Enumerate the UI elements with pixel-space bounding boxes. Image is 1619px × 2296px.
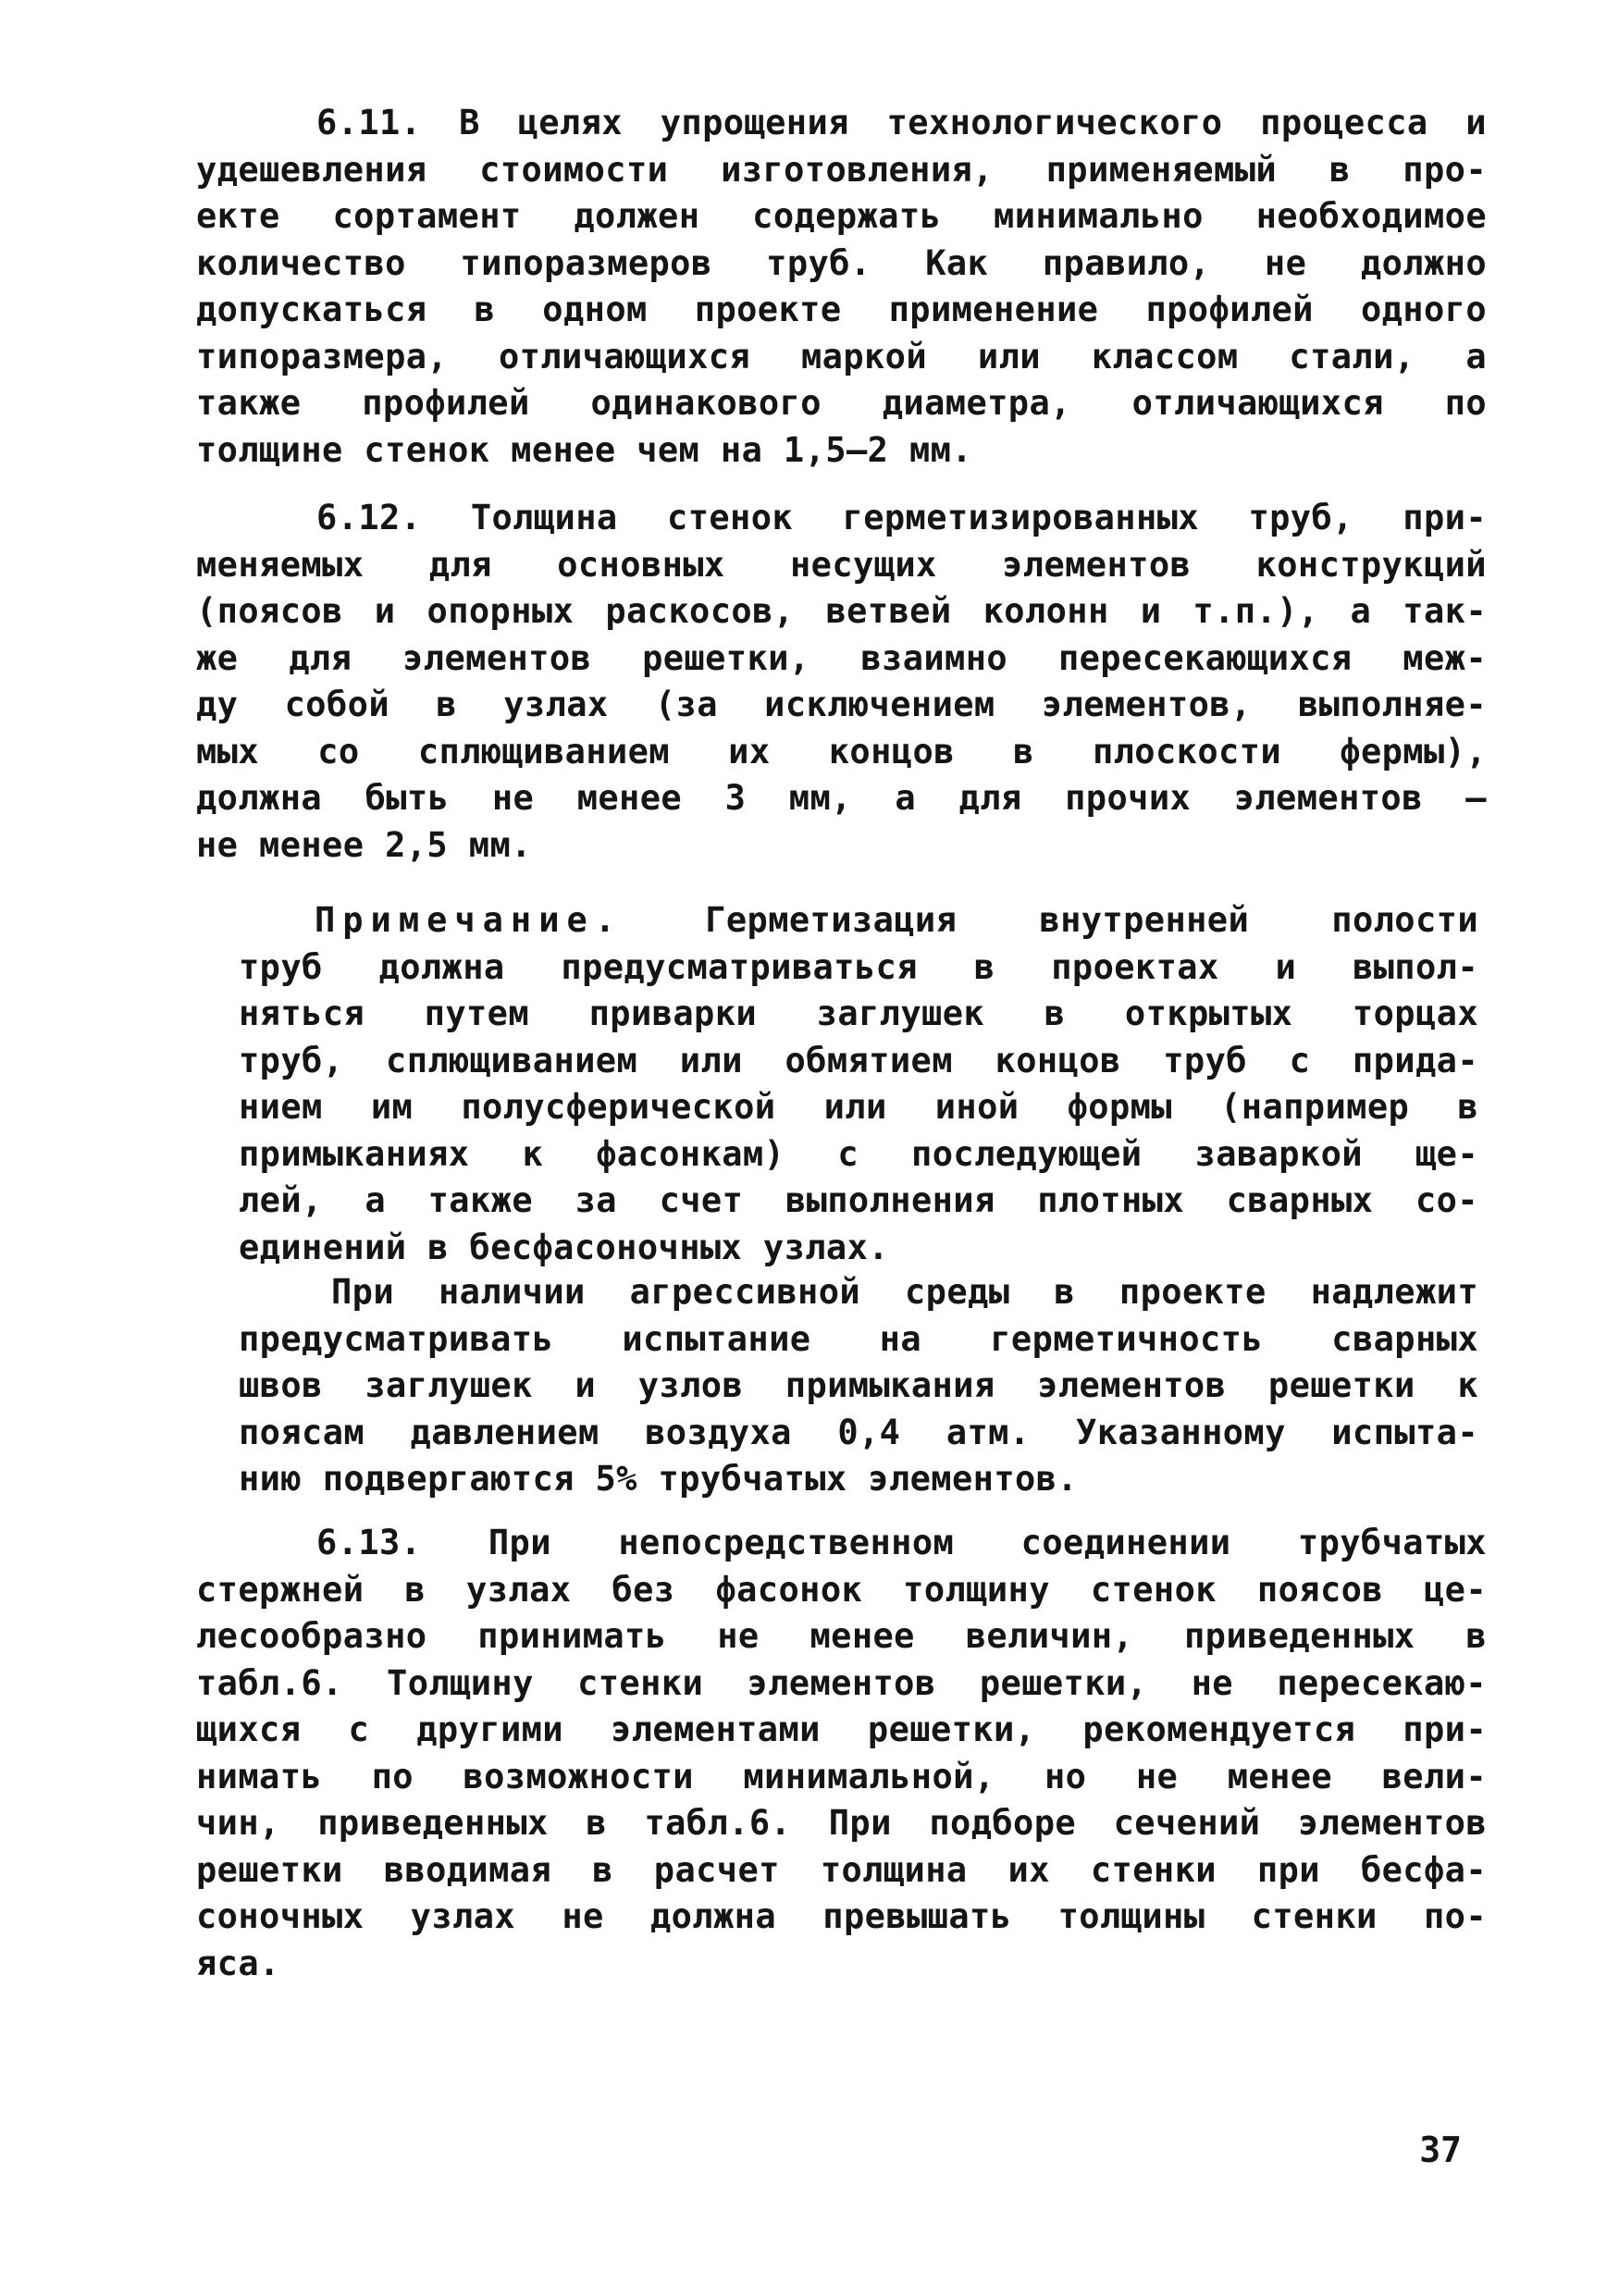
text-line: 6.12. Толщина стенок герметизированных труб, при-: [316, 498, 1487, 537]
text-line: труб, сплющиванием или обмятием концов труб с прида-: [239, 1040, 1478, 1080]
text-line: екте сортамент должен содержать минимально необходимое: [196, 196, 1487, 236]
text-line: стержней в узлах без фасонок толщину стенок поясов це-: [196, 1569, 1487, 1610]
page-number: 37: [1419, 2129, 1462, 2170]
text-line: нимать по возможности минимальной, но не менее вели-: [196, 1756, 1487, 1796]
text-line: лей, а также за счет выполнения плотных сварных со-: [239, 1180, 1478, 1220]
text-line: труб должна предусматриваться в проектах и выпол-: [239, 946, 1478, 987]
text-line: яса.: [196, 1943, 280, 1983]
text-line: няться путем приварки заглушек в открытых торцах: [239, 994, 1478, 1033]
text-line: швов заглушек и узлов примыкания элементов решетки к: [239, 1365, 1478, 1405]
text-line: единений в бесфасоночных узлах.: [239, 1227, 889, 1267]
text-line: 6.11. В целях упрощения технологического процесса и: [316, 103, 1487, 142]
text-line: лесообразно принимать не менее величин, приведенных в: [196, 1616, 1487, 1656]
text-line: меняемых для основных несущих элементов конструкций: [196, 544, 1487, 585]
text-line: должна быть не менее 3 мм, а для прочих элементов –: [196, 778, 1487, 818]
text-line: же для элементов решетки, взаимно пересекающихся меж-: [196, 637, 1487, 678]
text-line: также профилей одинакового диаметра, отличающихся по: [196, 383, 1487, 423]
text-line: удешевления стоимости изготовления, применяемый в про-: [196, 149, 1487, 190]
text-line: ду собой в узлах (за исключением элементов, выполняе-: [196, 685, 1487, 724]
text-line: типоразмера, отличающихся маркой или классом стали, а: [196, 336, 1487, 376]
text-line: табл.6. Толщину стенки элементов решетки, не пересекаю-: [196, 1662, 1487, 1703]
text-line: примыканиях к фасонкам) с последующей заваркой ще-: [239, 1133, 1478, 1174]
note-label: Примечание.: [315, 900, 624, 940]
note-first-line: [239, 897, 1478, 944]
text-line: 6.13. При непосредственном соединении трубчатых: [316, 1523, 1487, 1562]
note-continuation: [239, 1269, 1478, 1503]
paragraph-6-11: [196, 100, 1487, 474]
text-line: соночных узлах не должна превышать толщины стенки по-: [196, 1896, 1487, 1936]
text-line: решетки вводимая в расчет толщина их стенки при бесфа-: [196, 1849, 1487, 1890]
text-line: не менее 2,5 мм.: [196, 824, 532, 865]
paragraph-6-13: [196, 1520, 1487, 1987]
text-line: предусматривать испытание на герметичность сварных: [239, 1318, 1478, 1359]
text-line: нию подвергаются 5% трубчатых элементов.: [239, 1459, 1079, 1499]
text-line: допускаться в одном проекте применение профилей одного: [196, 290, 1487, 329]
note-block: [239, 897, 1478, 1271]
note-first-line-text: Герметизация внутренней полости: [705, 900, 1478, 940]
text-line: При наличии агрессивной среды в проекте надлежит: [331, 1272, 1478, 1312]
text-line: поясам давлением воздуха 0,4 атм. Указанному испыта-: [239, 1412, 1478, 1452]
paragraph-6-12: [196, 495, 1487, 869]
text-line: щихся с другими элементами решетки, рекомендуется при-: [196, 1710, 1487, 1749]
text-line: мых со сплющиванием их концов в плоскости фермы),: [196, 731, 1487, 772]
text-line: толщине стенок менее чем на 1,5–2 мм.: [196, 429, 973, 470]
text-line: количество типоразмеров труб. Как правило, не должно: [196, 242, 1487, 283]
text-line: чин, приведенных в табл.6. При подборе сечений элементов: [196, 1803, 1487, 1843]
text-line: нием им полусферической или иной формы (например в: [239, 1087, 1478, 1127]
text-line: (поясов и опорных раскосов, ветвей колонн и т.п.), а так-: [196, 591, 1487, 631]
